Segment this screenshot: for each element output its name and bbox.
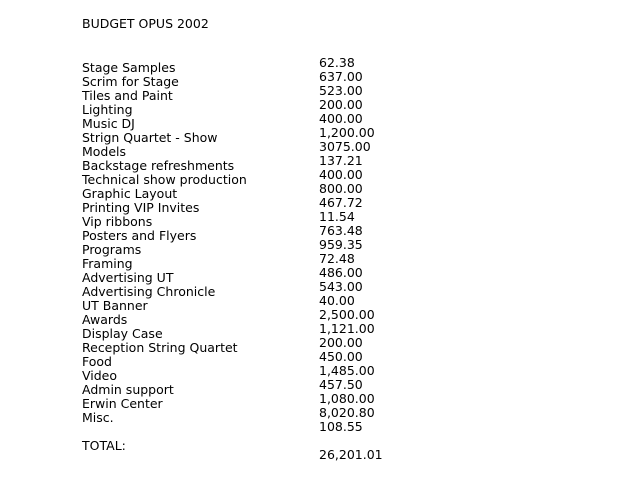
budget-item-amount: 137.21	[319, 153, 363, 168]
budget-item-label: Stage Samples	[82, 60, 176, 75]
budget-item-amount: 72.48	[319, 251, 355, 266]
budget-item-amount: 2,500.00	[319, 307, 375, 322]
budget-item-label: Technical show production	[82, 172, 247, 187]
budget-item-amount: 200.00	[319, 97, 363, 112]
budget-item-label: Models	[82, 144, 127, 159]
budget-item-amount: 400.00	[319, 167, 363, 182]
budget-item-amount: 1,080.00	[319, 391, 375, 406]
budget-item-label: Printing VIP Invites	[82, 200, 200, 215]
budget-item-amount: 763.48	[319, 223, 363, 238]
budget-item-label: UT Banner	[82, 298, 148, 313]
budget-item-label: Backstage refreshments	[82, 158, 235, 173]
budget-item-amount: 8,020.80	[319, 405, 375, 420]
budget-item-amount: 400.00	[319, 111, 363, 126]
budget-item-amount: 523.00	[319, 83, 363, 98]
budget-item-label: Advertising Chronicle	[82, 284, 216, 299]
budget-item-label: Food	[82, 354, 112, 369]
budget-item-label: Tiles and Paint	[82, 88, 173, 103]
budget-item-amount: 1,485.00	[319, 363, 375, 378]
total-value: 26,201.01	[319, 447, 383, 462]
total-label: TOTAL:	[82, 438, 126, 453]
budget-item-amount: 200.00	[319, 335, 363, 350]
budget-item-amount: 637.00	[319, 69, 363, 84]
budget-item-label: Misc.	[82, 410, 114, 425]
budget-item-amount: 3075.00	[319, 139, 371, 154]
budget-item-label: Music DJ	[82, 116, 135, 131]
budget-item-amount: 108.55	[319, 419, 363, 434]
budget-item-label: Framing	[82, 256, 133, 271]
budget-item-amount: 1,200.00	[319, 125, 375, 140]
budget-item-label: Posters and Flyers	[82, 228, 197, 243]
budget-item-amount: 40.00	[319, 293, 355, 308]
budget-item-label: Video	[82, 368, 118, 383]
budget-item-label: Awards	[82, 312, 128, 327]
budget-item-label: Admin support	[82, 382, 174, 397]
budget-item-amount: 800.00	[319, 181, 363, 196]
budget-item-label: Advertising UT	[82, 270, 174, 285]
budget-item-label: Reception String Quartet	[82, 340, 238, 355]
budget-item-amount: 543.00	[319, 279, 363, 294]
budget-item-labels	[82, 61, 247, 425]
budget-item-label: Scrim for Stage	[82, 74, 179, 89]
budget-item-amount: 1,121.00	[319, 321, 375, 336]
budget-item-label: Erwin Center	[82, 396, 163, 411]
budget-item-amount: 959.35	[319, 237, 363, 252]
budget-item-label: Graphic Layout	[82, 186, 178, 201]
budget-item-amount: 457.50	[319, 377, 363, 392]
budget-item-amount: 62.38	[319, 55, 355, 70]
budget-item-label: Strign Quartet - Show	[82, 130, 218, 145]
budget-item-label: Programs	[82, 242, 142, 257]
budget-item-label: Lighting	[82, 102, 133, 117]
budget-item-label: Vip ribbons	[82, 214, 153, 229]
budget-item-amount: 11.54	[319, 209, 355, 224]
budget-item-label: Display Case	[82, 326, 163, 341]
document-title: BUDGET OPUS 2002	[82, 16, 209, 31]
budget-item-amounts	[319, 56, 375, 434]
budget-item-amount: 486.00	[319, 265, 363, 280]
budget-item-amount: 450.00	[319, 349, 363, 364]
budget-item-amount: 467.72	[319, 195, 363, 210]
